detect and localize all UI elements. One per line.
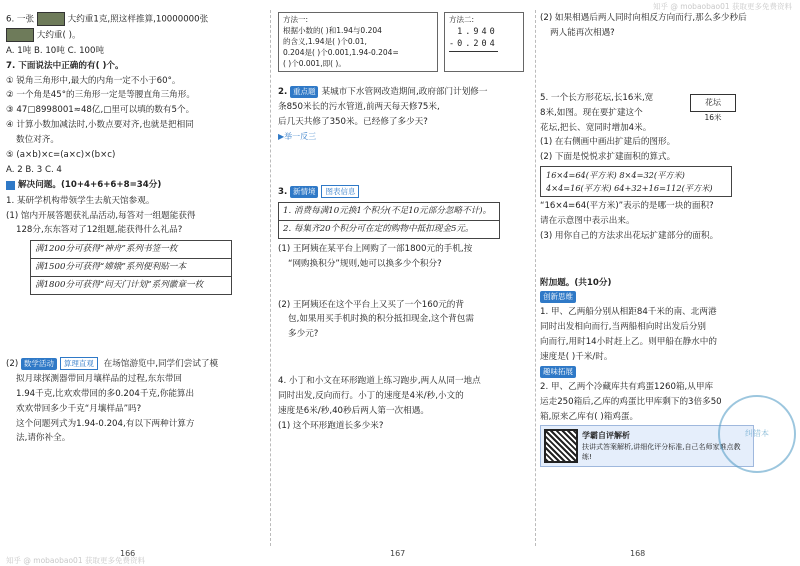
- page-number-left: 166: [120, 549, 136, 558]
- bonus-2-text: 运走250箱后,乙库的鸡蛋比甲库剩下的3倍多50: [540, 396, 722, 407]
- method-one-box: [278, 12, 438, 72]
- equation-box: [540, 166, 732, 197]
- bonus-heading: 附加题。(共10分): [540, 277, 612, 288]
- q4-2: 两人能再次相遇?: [550, 27, 615, 38]
- equation-line: 16×4=64(平方米) 8×4=32(平方米): [546, 170, 685, 181]
- prize-row: 满1800分可获得“问天门计划”系列徽章一枚: [35, 280, 204, 291]
- answer-space: [6, 299, 264, 357]
- q1-2-text: 欢欢带回多少千克“月壤样品”吗?: [16, 403, 142, 414]
- method-one-line: ( )个0.001,即( )。: [283, 58, 346, 68]
- method-one-line: 0.204是( )个0.001,1.94-0.204=: [283, 47, 399, 57]
- q4-2: (2) 如果相遇后两人同时向相反方向而行,那么多少秒后: [540, 13, 747, 23]
- watermark-bottom: 知乎 @ mobaobao01 获取更多免费资料: [6, 555, 145, 565]
- q1-title: 1. 某研学机构带领学生去航天馆参观。: [6, 195, 155, 206]
- answer-space: [540, 42, 754, 92]
- methods-row: [278, 12, 530, 72]
- method-two-box: [444, 12, 524, 72]
- bonus-1-text: 速度是( )千米/时。: [540, 351, 613, 362]
- q5-3: (3) 用你自己的方法求出花坛扩建部分的面积。: [540, 230, 719, 241]
- vertical-subtraction: [449, 26, 498, 52]
- qr-code-icon[interactable]: [544, 429, 578, 463]
- q6-line1: 6. 一张 大约重1克,照这样推算,10000000张: [6, 12, 264, 26]
- right-page: [540, 12, 754, 538]
- q4-1: (1) 这个环形跑道长多少米?: [278, 420, 384, 431]
- q3-1: (1) 王阿姨在某平台上网购了一部1800元的手机,按: [278, 243, 473, 254]
- left-page: [6, 12, 264, 538]
- q3-1: “网购换积分”规则,她可以换多少个积分?: [288, 258, 442, 269]
- q1-2-text: 拟月球探测器带回月壤样品的过程,东东带回: [16, 373, 183, 384]
- page-number-middle: 167: [390, 549, 406, 558]
- minuend: 1.940: [457, 26, 498, 37]
- answer-space: [278, 72, 530, 86]
- bonus-1: [540, 291, 754, 304]
- q3-2: 多少元?: [288, 329, 319, 340]
- q5-text: 花坛,把长、宽同时增加4米。: [540, 122, 652, 133]
- q1-2-text: 1.94千克,比欢欢带回的多0.204千克,你能算出: [16, 388, 195, 399]
- q4-text: 同时出发,反向而行。小丁的速度是4米/秒,小文的: [278, 391, 464, 402]
- chart-info-tag: 图表信息: [321, 185, 359, 198]
- q7-item: ⑤ (a×b)×c=(a×c)×(b×c): [6, 150, 116, 161]
- activity-tag: 数学活动: [21, 358, 57, 370]
- q5-2: (2) 下面是悦悦求扩建面积的算式。: [540, 152, 676, 163]
- q6-line2: 大约重( )。: [6, 28, 264, 42]
- answer-space: [278, 343, 530, 375]
- section-heading: 解决问题。(10+4+6+6+8=34分): [6, 179, 161, 192]
- middle-page: [278, 12, 530, 538]
- q7-item: ③ 47□8998001≈48亿,□里可以填的数有5个。: [6, 105, 195, 116]
- stamp-seal: 纠错本: [718, 395, 796, 473]
- q3: 3. 新情境 图表信息: [278, 185, 530, 199]
- q7-title: 7. 下面说法中正确的有( )个。: [6, 60, 124, 71]
- prize-row: 满1500分可获得“嫦娥”系列便利贴一本: [31, 259, 231, 277]
- method-two-title: 方法二:: [449, 15, 475, 24]
- extension-link[interactable]: ▶举一反三: [278, 132, 317, 142]
- subtrahend: -0.204: [449, 38, 498, 51]
- scenario-tag: 新情境: [290, 186, 319, 198]
- q5-block: [540, 92, 754, 135]
- answer-space: [278, 273, 530, 299]
- q2-text: 条850米长的污水管道,前两天每天修75米,: [278, 102, 440, 113]
- skill-tag: 算理直观: [60, 357, 98, 370]
- prize-row: 满1200分可获得“神舟”系列书签一枚: [31, 241, 231, 259]
- key-tag: 重点题: [290, 86, 319, 98]
- method-one-line: 的含义,1.94是( )个0.01,: [283, 36, 367, 46]
- q2-text: 后几天共修了350米。已经修了多少天?: [278, 117, 428, 128]
- bonus-2-text: 箱,原来乙库有( )箱鸡蛋。: [540, 411, 639, 422]
- q7-item: 数位对齐。: [16, 135, 59, 146]
- q1-2: (2) 数学活动 算理直观 在场馆游览中,同学们尝试了模: [6, 358, 219, 369]
- method-one-title: 方法一:: [283, 15, 309, 24]
- method-one-line: 根据小数的( )和1.94与0.204: [283, 25, 382, 35]
- q5-2-text: “16×4=64(平方米)”表示的是哪一块的面积?: [540, 200, 714, 211]
- innovation-tag: 创新思维: [540, 291, 576, 303]
- column-divider: [535, 10, 536, 546]
- page-number-right: 168: [630, 549, 646, 558]
- q7-item: ④ 计算小数加减法时,小数点要对齐,也就是把相同: [6, 120, 194, 131]
- info-row: 2. 每集齐20个积分可在定的购物中抵扣现金5元。: [283, 223, 474, 234]
- bonus-1-text: 同时出发相向而行,当两船相向时出发后分别: [540, 322, 707, 333]
- column-divider: [270, 10, 271, 546]
- q4-text: 速度是6米/秒,40秒后两人第一次相遇。: [278, 405, 429, 416]
- prize-box: [30, 240, 232, 295]
- equation-line: 4×4=16(平方米) 64+32+16=112(平方米): [546, 182, 713, 193]
- q7-item: ① 锐角三角形中,最大的内角一定不小于60°。: [6, 75, 181, 86]
- info-box: [278, 202, 500, 239]
- answer-space: [540, 245, 754, 277]
- q4-text: 4. 小丁和小文在环形跑道上练习跑步,两人从同一地点: [278, 376, 481, 387]
- q5-text: 8米,如图。现在要扩建这个: [540, 107, 643, 118]
- q5-2-text: 请在示意图中表示出来。: [540, 215, 635, 226]
- answer-space: [278, 145, 530, 185]
- bonus-1-text: 1. 甲、乙两船分别从相距84千米的南、北两港: [540, 307, 717, 318]
- fun-tag: 趣味拓展: [540, 366, 576, 378]
- qr-text: 扶讲式答案解析,讲细化评分标准,自己名师家难点教练!: [582, 442, 741, 462]
- bonus-2-text: 2. 甲、乙两个冷藏库共有鸡蛋1260箱,从甲库: [540, 381, 714, 392]
- garden-dimension: 16米: [704, 112, 722, 122]
- bonus-2: [540, 366, 754, 379]
- q1-2-text: 这个问题列式为1.94-0.204,有以下两种计算方: [16, 418, 195, 429]
- q2: 2. 重点题 某城市下水管网改造期间,政府部门计划修一: [278, 87, 488, 98]
- q7-item: ② 一个角是45°的三角形一定是等腰直角三角形。: [6, 90, 195, 101]
- q5-text: 5. 一个长方形花坛,长16米,宽: [540, 92, 654, 103]
- q7-options: A. 2 B. 3 C. 4: [6, 164, 62, 175]
- q1-2-text: 法,请你补全。: [16, 433, 71, 444]
- qr-title: 学霸自评解析: [582, 430, 630, 440]
- banknote-image: [37, 12, 65, 26]
- bonus-1-text: 向而行,用时14小时赶上乙。则甲船在静水中的: [540, 337, 717, 348]
- q5-1: (1) 在右侧画中画出扩建后的图形。: [540, 137, 676, 148]
- q1-1: (1) 馆内开展答题获礼品活动,每答对一组题能获得: [6, 210, 196, 221]
- q3-2: (2) 王阿姨还在这个平台上又买了一个160元的背: [278, 299, 464, 310]
- info-row: 1. 消费每满10元换1个积分(不足10元部分忽略不计)。: [279, 203, 499, 221]
- q6-options: A. 1吨 B. 10吨 C. 100吨: [6, 45, 105, 56]
- section-marker-icon: [6, 181, 15, 190]
- q3-2: 包,如果用买手机时换的积分抵扣现金,这个背包需: [288, 314, 474, 325]
- garden-figure: [690, 94, 736, 123]
- q1-1: 128分,东东答对了12组题,能获得什么礼品?: [16, 225, 183, 236]
- garden-rect: 花坛: [690, 94, 736, 112]
- banknote-image: [6, 28, 34, 42]
- watermark-top: 知乎 @ mobaobao01 获取更多免费资料: [653, 2, 792, 11]
